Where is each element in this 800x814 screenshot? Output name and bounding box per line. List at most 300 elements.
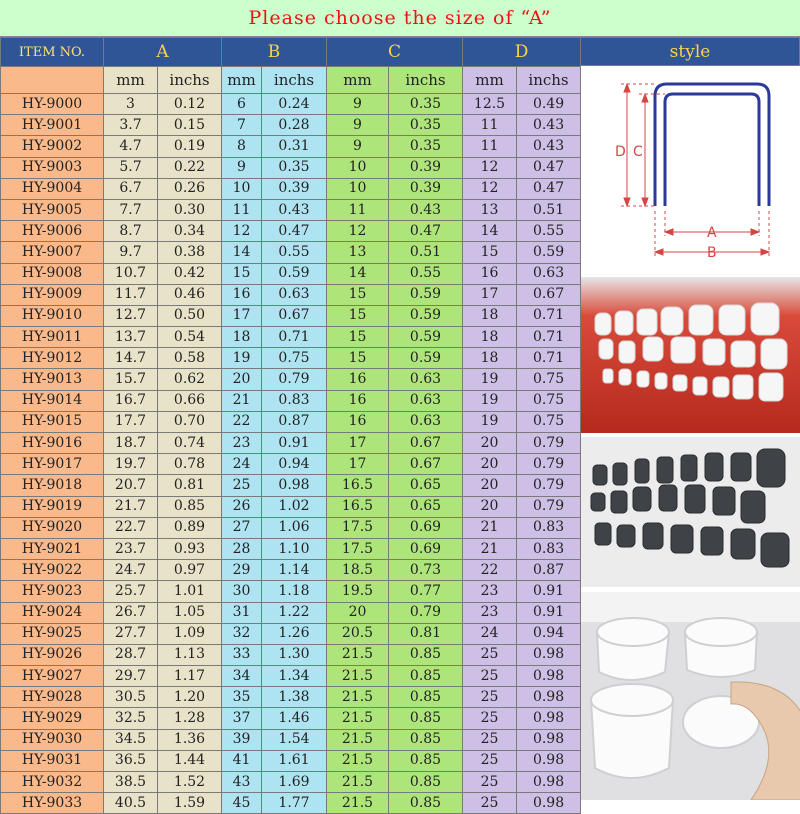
cell-b-mm: 9: [222, 157, 262, 178]
cell-c-in: 0.35: [389, 115, 463, 136]
cell-a-mm: 3.7: [104, 115, 158, 136]
unit-a-mm: mm: [104, 67, 158, 94]
cell-c-mm: 17: [327, 454, 389, 475]
cell-a-in: 0.93: [158, 538, 222, 559]
cell-c-mm: 9: [327, 115, 389, 136]
cell-item: HY-9014: [1, 390, 104, 411]
cell-c-mm: 16.5: [327, 496, 389, 517]
cell-b-in: 0.39: [262, 178, 327, 199]
cell-c-in: 0.43: [389, 199, 463, 220]
table-row: [1, 390, 581, 411]
cell-a-in: 0.42: [158, 263, 222, 284]
unit-d-inchs: inchs: [517, 67, 581, 94]
table-row: [1, 327, 581, 348]
cell-c-mm: 10: [327, 178, 389, 199]
cell-a-in: 0.26: [158, 178, 222, 199]
cell-c-mm: 16: [327, 411, 389, 432]
cell-a-in: 1.01: [158, 581, 222, 602]
cell-c-mm: 15: [327, 284, 389, 305]
cell-c-in: 0.63: [389, 411, 463, 432]
cell-b-in: 1.38: [262, 687, 327, 708]
cell-a-in: 1.28: [158, 708, 222, 729]
cell-c-mm: 21.5: [327, 644, 389, 665]
cell-item: HY-9005: [1, 199, 104, 220]
cell-b-mm: 27: [222, 517, 262, 538]
cell-b-in: 1.18: [262, 581, 327, 602]
cell-c-mm: 21.5: [327, 772, 389, 793]
cell-a-mm: 15.7: [104, 369, 158, 390]
table-row: [1, 772, 581, 793]
cell-item: HY-9015: [1, 411, 104, 432]
cell-d-mm: 25: [463, 750, 517, 771]
cell-item: HY-9026: [1, 644, 104, 665]
cell-item: HY-9016: [1, 433, 104, 454]
cell-item: HY-9029: [1, 708, 104, 729]
cell-a-mm: 32.5: [104, 708, 158, 729]
cell-a-in: 1.05: [158, 602, 222, 623]
cell-c-mm: 17.5: [327, 517, 389, 538]
cell-d-mm: 13: [463, 199, 517, 220]
cell-item: HY-9025: [1, 623, 104, 644]
cell-d-mm: 25: [463, 687, 517, 708]
cell-b-in: 1.54: [262, 729, 327, 750]
cell-d-mm: 25: [463, 644, 517, 665]
cell-item: HY-9006: [1, 221, 104, 242]
cell-item: HY-9031: [1, 750, 104, 771]
cell-b-mm: 31: [222, 602, 262, 623]
cell-c-mm: 21.5: [327, 750, 389, 771]
cell-d-in: 0.98: [517, 729, 581, 750]
cell-a-mm: 30.5: [104, 687, 158, 708]
cell-b-in: 0.75: [262, 348, 327, 369]
label-b: B: [707, 245, 717, 261]
cell-d-mm: 22: [463, 560, 517, 581]
cell-b-mm: 33: [222, 644, 262, 665]
cell-c-in: 0.47: [389, 221, 463, 242]
cell-c-mm: 10: [327, 157, 389, 178]
cell-b-in: 0.94: [262, 454, 327, 475]
cell-d-in: 0.98: [517, 772, 581, 793]
cell-item: HY-9004: [1, 178, 104, 199]
cell-b-in: 1.02: [262, 496, 327, 517]
table-row: [1, 136, 581, 157]
cell-a-mm: 26.7: [104, 602, 158, 623]
cell-a-in: 0.34: [158, 221, 222, 242]
table-row: [1, 644, 581, 665]
cell-c-mm: 21.5: [327, 666, 389, 687]
cell-item: HY-9033: [1, 793, 104, 814]
cell-item: HY-9022: [1, 560, 104, 581]
table-row: [1, 263, 581, 284]
cell-b-mm: 17: [222, 305, 262, 326]
cell-d-in: 0.71: [517, 327, 581, 348]
cell-a-mm: 19.7: [104, 454, 158, 475]
cell-a-in: 0.15: [158, 115, 222, 136]
cell-d-in: 0.98: [517, 793, 581, 814]
cell-c-in: 0.59: [389, 327, 463, 348]
cell-b-in: 1.26: [262, 623, 327, 644]
cell-d-in: 0.79: [517, 454, 581, 475]
cell-item: HY-9020: [1, 517, 104, 538]
header-style: style: [580, 37, 800, 66]
cell-c-in: 0.39: [389, 178, 463, 199]
cell-b-in: 1.10: [262, 538, 327, 559]
cell-a-mm: 9.7: [104, 242, 158, 263]
cell-a-in: 0.66: [158, 390, 222, 411]
table-row: [1, 115, 581, 136]
table-row: [1, 454, 581, 475]
cell-a-in: 0.54: [158, 327, 222, 348]
cell-b-mm: 41: [222, 750, 262, 771]
cell-a-in: 0.12: [158, 94, 222, 115]
cell-c-in: 0.85: [389, 708, 463, 729]
cell-b-mm: 37: [222, 708, 262, 729]
cell-d-mm: 21: [463, 538, 517, 559]
cell-c-mm: 14: [327, 263, 389, 284]
cell-c-mm: 16: [327, 390, 389, 411]
cell-b-in: 0.47: [262, 221, 327, 242]
cell-a-mm: 5.7: [104, 157, 158, 178]
cell-d-mm: 19: [463, 390, 517, 411]
label-d: D: [615, 144, 626, 160]
cell-a-mm: 28.7: [104, 644, 158, 665]
cell-c-in: 0.63: [389, 390, 463, 411]
cell-b-in: 0.83: [262, 390, 327, 411]
cell-d-mm: 23: [463, 581, 517, 602]
cell-d-mm: 25: [463, 772, 517, 793]
cell-d-mm: 12: [463, 157, 517, 178]
cell-c-mm: 12: [327, 221, 389, 242]
label-a: A: [707, 225, 717, 241]
cell-c-in: 0.63: [389, 369, 463, 390]
cell-a-mm: 18.7: [104, 433, 158, 454]
cell-b-mm: 43: [222, 772, 262, 793]
cell-item: HY-9017: [1, 454, 104, 475]
table-row: [1, 623, 581, 644]
cell-b-in: 1.06: [262, 517, 327, 538]
cell-c-in: 0.65: [389, 475, 463, 496]
cell-a-in: 0.78: [158, 454, 222, 475]
cell-d-mm: 18: [463, 327, 517, 348]
cell-a-in: 0.70: [158, 411, 222, 432]
cell-a-mm: 13.7: [104, 327, 158, 348]
cell-b-mm: 10: [222, 178, 262, 199]
cell-d-mm: 11: [463, 115, 517, 136]
header-d: D: [463, 38, 581, 67]
table-row: [1, 199, 581, 220]
cell-a-in: 0.62: [158, 369, 222, 390]
cell-a-in: 0.58: [158, 348, 222, 369]
cell-c-in: 0.67: [389, 454, 463, 475]
header-c: C: [327, 38, 463, 67]
table-row: [1, 221, 581, 242]
cell-a-mm: 20.7: [104, 475, 158, 496]
table-row: [1, 793, 581, 814]
cell-c-mm: 21.5: [327, 793, 389, 814]
cap-dimension-drawing: [581, 66, 799, 276]
cell-d-in: 0.43: [517, 115, 581, 136]
cell-d-in: 0.75: [517, 390, 581, 411]
cell-a-mm: 8.7: [104, 221, 158, 242]
table-row: [1, 369, 581, 390]
cell-b-in: 1.61: [262, 750, 327, 771]
cell-c-in: 0.59: [389, 284, 463, 305]
table-row: [1, 242, 581, 263]
cell-b-mm: 29: [222, 560, 262, 581]
cell-b-in: 0.35: [262, 157, 327, 178]
cell-c-in: 0.85: [389, 666, 463, 687]
cell-c-mm: 21.5: [327, 729, 389, 750]
cell-d-in: 0.43: [517, 136, 581, 157]
cell-d-in: 0.98: [517, 708, 581, 729]
cell-c-mm: 21.5: [327, 708, 389, 729]
cell-b-mm: 24: [222, 454, 262, 475]
cell-a-in: 1.59: [158, 793, 222, 814]
cell-item: HY-9012: [1, 348, 104, 369]
table-row: [1, 517, 581, 538]
cell-d-mm: 12.5: [463, 94, 517, 115]
cell-item: HY-9011: [1, 327, 104, 348]
cell-a-in: 0.97: [158, 560, 222, 581]
cell-a-mm: 34.5: [104, 729, 158, 750]
cell-a-in: 0.50: [158, 305, 222, 326]
cell-c-in: 0.59: [389, 348, 463, 369]
cell-c-in: 0.85: [389, 644, 463, 665]
header-row: [1, 38, 581, 67]
cell-d-mm: 21: [463, 517, 517, 538]
cell-a-mm: 29.7: [104, 666, 158, 687]
cell-d-mm: 20: [463, 475, 517, 496]
cell-c-in: 0.65: [389, 496, 463, 517]
cell-c-mm: 21.5: [327, 687, 389, 708]
table-row: [1, 178, 581, 199]
cell-b-mm: 45: [222, 793, 262, 814]
cell-a-in: 0.30: [158, 199, 222, 220]
cell-item: HY-9008: [1, 263, 104, 284]
table-row: [1, 94, 581, 115]
cell-c-mm: 16.5: [327, 475, 389, 496]
cell-b-mm: 30: [222, 581, 262, 602]
cell-b-mm: 23: [222, 433, 262, 454]
cell-c-mm: 9: [327, 136, 389, 157]
cell-d-in: 0.49: [517, 94, 581, 115]
cell-c-in: 0.39: [389, 157, 463, 178]
cell-d-in: 0.59: [517, 242, 581, 263]
header-b: B: [222, 38, 327, 67]
cell-item: HY-9030: [1, 729, 104, 750]
cell-c-in: 0.85: [389, 750, 463, 771]
black-caps-illustration: [581, 437, 800, 587]
cell-a-in: 1.13: [158, 644, 222, 665]
cell-b-in: 1.30: [262, 644, 327, 665]
cell-c-in: 0.85: [389, 687, 463, 708]
cell-d-mm: 11: [463, 136, 517, 157]
table-row: [1, 305, 581, 326]
cell-d-in: 0.47: [517, 178, 581, 199]
cell-a-mm: 38.5: [104, 772, 158, 793]
cell-d-in: 0.71: [517, 348, 581, 369]
cell-d-in: 0.98: [517, 666, 581, 687]
cell-c-mm: 20.5: [327, 623, 389, 644]
cell-c-mm: 15: [327, 348, 389, 369]
cell-c-in: 0.79: [389, 602, 463, 623]
cell-item: HY-9024: [1, 602, 104, 623]
cell-b-in: 1.69: [262, 772, 327, 793]
table-row: [1, 433, 581, 454]
cell-item: HY-9002: [1, 136, 104, 157]
cell-b-mm: 18: [222, 327, 262, 348]
dimension-diagram: [580, 66, 800, 276]
table-row: [1, 750, 581, 771]
cell-a-mm: 12.7: [104, 305, 158, 326]
cell-b-in: 1.22: [262, 602, 327, 623]
cell-b-mm: 15: [222, 263, 262, 284]
cell-b-mm: 8: [222, 136, 262, 157]
cell-a-mm: 14.7: [104, 348, 158, 369]
label-c: C: [633, 144, 643, 160]
cell-c-mm: 17: [327, 433, 389, 454]
table-row: [1, 708, 581, 729]
cell-item: HY-9019: [1, 496, 104, 517]
cell-d-in: 0.83: [517, 538, 581, 559]
cell-b-in: 1.77: [262, 793, 327, 814]
large-caps-illustration: [581, 592, 800, 800]
cell-item: HY-9028: [1, 687, 104, 708]
cell-d-mm: 19: [463, 369, 517, 390]
cell-d-mm: 15: [463, 242, 517, 263]
cell-d-in: 0.91: [517, 602, 581, 623]
cap-outer-outline: [655, 84, 769, 206]
cell-d-mm: 17: [463, 284, 517, 305]
table-row: [1, 475, 581, 496]
unit-b-inchs: inchs: [262, 67, 327, 94]
cell-c-in: 0.85: [389, 793, 463, 814]
cell-c-mm: 15: [327, 327, 389, 348]
cell-item: HY-9009: [1, 284, 104, 305]
cell-a-mm: 6.7: [104, 178, 158, 199]
cell-d-in: 0.79: [517, 496, 581, 517]
cell-b-in: 0.43: [262, 199, 327, 220]
cell-d-mm: 20: [463, 496, 517, 517]
cell-b-in: 0.28: [262, 115, 327, 136]
cell-b-mm: 39: [222, 729, 262, 750]
cell-c-in: 0.73: [389, 560, 463, 581]
cell-b-mm: 28: [222, 538, 262, 559]
unit-d-mm: mm: [463, 67, 517, 94]
cell-a-mm: 24.7: [104, 560, 158, 581]
unit-c-mm: mm: [327, 67, 389, 94]
unit-a-inchs: inchs: [158, 67, 222, 94]
cell-b-mm: 6: [222, 94, 262, 115]
cell-b-in: 0.31: [262, 136, 327, 157]
cell-d-mm: 12: [463, 178, 517, 199]
cell-a-in: 1.17: [158, 666, 222, 687]
cell-a-mm: 27.7: [104, 623, 158, 644]
cell-d-in: 0.98: [517, 644, 581, 665]
cell-a-in: 0.81: [158, 475, 222, 496]
cell-d-in: 0.55: [517, 221, 581, 242]
cell-d-in: 0.67: [517, 284, 581, 305]
cell-b-mm: 20: [222, 369, 262, 390]
cell-a-mm: 22.7: [104, 517, 158, 538]
cell-d-in: 0.75: [517, 411, 581, 432]
cell-d-mm: 25: [463, 666, 517, 687]
cell-a-in: 0.19: [158, 136, 222, 157]
cell-b-mm: 21: [222, 390, 262, 411]
cell-b-in: 0.87: [262, 411, 327, 432]
table-row: [1, 581, 581, 602]
cell-b-mm: 14: [222, 242, 262, 263]
cell-item: HY-9003: [1, 157, 104, 178]
cell-item: HY-9027: [1, 666, 104, 687]
cell-c-in: 0.85: [389, 772, 463, 793]
cell-b-mm: 35: [222, 687, 262, 708]
cell-b-in: 0.67: [262, 305, 327, 326]
cell-a-in: 1.44: [158, 750, 222, 771]
cell-item: HY-9023: [1, 581, 104, 602]
cell-c-in: 0.55: [389, 263, 463, 284]
cell-c-mm: 18.5: [327, 560, 389, 581]
cell-b-in: 1.46: [262, 708, 327, 729]
cell-a-mm: 40.5: [104, 793, 158, 814]
cell-a-in: 0.22: [158, 157, 222, 178]
cell-b-in: 1.34: [262, 666, 327, 687]
cell-c-mm: 19.5: [327, 581, 389, 602]
cell-b-in: 0.79: [262, 369, 327, 390]
cell-d-in: 0.79: [517, 475, 581, 496]
cell-c-mm: 9: [327, 94, 389, 115]
photo-white-caps: [580, 277, 800, 433]
cell-d-mm: 14: [463, 221, 517, 242]
unit-item-blank: [1, 67, 104, 94]
unit-row: [1, 67, 581, 94]
cell-d-in: 0.87: [517, 560, 581, 581]
cap-inner-outline: [665, 94, 759, 206]
cell-d-mm: 20: [463, 433, 517, 454]
cell-a-mm: 10.7: [104, 263, 158, 284]
cell-d-mm: 25: [463, 793, 517, 814]
cell-a-mm: 11.7: [104, 284, 158, 305]
cell-c-in: 0.51: [389, 242, 463, 263]
table-row: [1, 496, 581, 517]
cell-d-mm: 25: [463, 729, 517, 750]
cell-item: HY-9018: [1, 475, 104, 496]
cell-c-mm: 16: [327, 369, 389, 390]
cell-a-in: 0.46: [158, 284, 222, 305]
cell-item: HY-9010: [1, 305, 104, 326]
cell-item: HY-9013: [1, 369, 104, 390]
table-row: [1, 602, 581, 623]
cell-a-in: 1.09: [158, 623, 222, 644]
cell-c-in: 0.81: [389, 623, 463, 644]
table-row: [1, 284, 581, 305]
cell-c-mm: 13: [327, 242, 389, 263]
cell-b-in: 0.71: [262, 327, 327, 348]
cell-d-mm: 24: [463, 623, 517, 644]
table-row: [1, 157, 581, 178]
cell-a-mm: 4.7: [104, 136, 158, 157]
cell-b-mm: 22: [222, 411, 262, 432]
cell-item: HY-9032: [1, 772, 104, 793]
cell-b-mm: 11: [222, 199, 262, 220]
cell-c-in: 0.77: [389, 581, 463, 602]
cell-d-mm: 19: [463, 411, 517, 432]
cell-a-in: 0.38: [158, 242, 222, 263]
cell-d-in: 0.47: [517, 157, 581, 178]
cell-a-in: 1.52: [158, 772, 222, 793]
cell-c-in: 0.67: [389, 433, 463, 454]
cell-d-mm: 20: [463, 454, 517, 475]
